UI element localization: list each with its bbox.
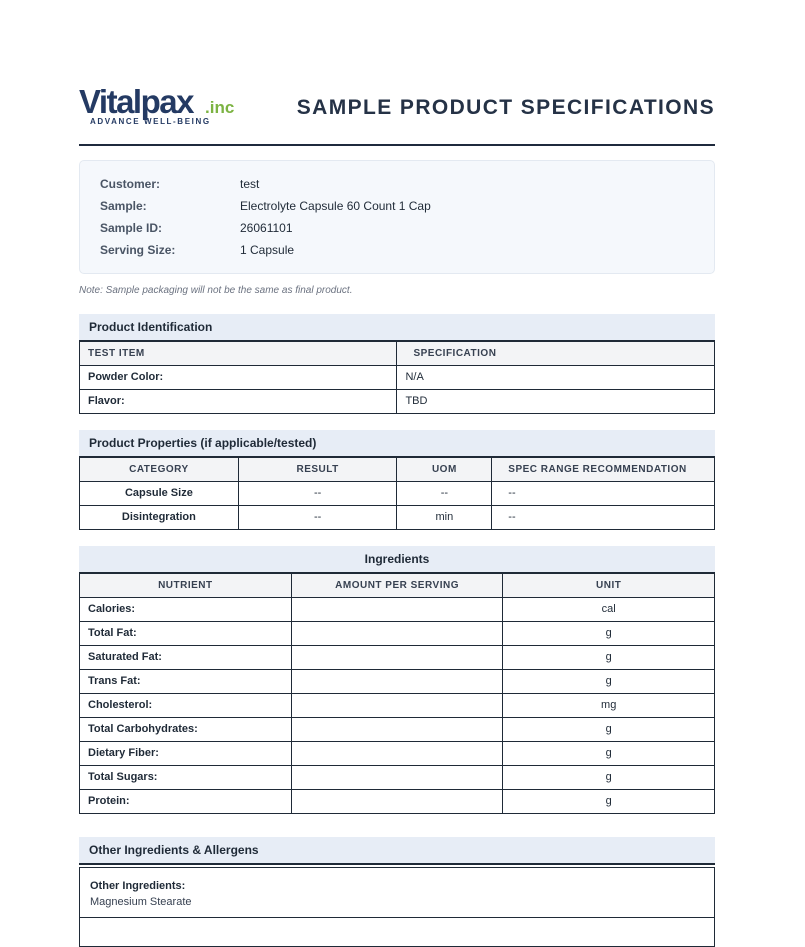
other-ingredients-box	[79, 867, 715, 947]
table-cell	[291, 765, 503, 789]
table-row	[80, 597, 715, 621]
table-cell	[291, 693, 503, 717]
table-cell: Saturated Fat:	[80, 645, 292, 669]
column-header: UNIT	[503, 573, 715, 597]
table-row	[80, 645, 715, 669]
column-header: TEST ITEM	[80, 341, 397, 365]
logo-tagline: ADVANCE WELL-BEING	[90, 117, 211, 126]
table-cell	[291, 669, 503, 693]
table-cell: Total Fat:	[80, 621, 292, 645]
info-value: test	[240, 177, 260, 191]
info-label: Sample ID:	[100, 221, 163, 235]
table-cell: --	[238, 481, 397, 505]
table-cell: --	[492, 505, 715, 529]
table-cell	[291, 741, 503, 765]
info-value: 26061101	[240, 221, 293, 235]
table-cell	[291, 597, 503, 621]
section-heading-properties	[79, 430, 715, 456]
table-row	[80, 717, 715, 741]
properties-table	[79, 456, 715, 530]
table-cell: cal	[503, 597, 715, 621]
table-row	[80, 789, 715, 813]
page-title: SAMPLE PRODUCT SPECIFICATIONS	[296, 96, 715, 119]
info-label: Customer:	[100, 177, 161, 191]
section-heading-text: Ingredients	[364, 552, 430, 566]
table-row	[80, 741, 715, 765]
table-header-row	[80, 573, 715, 597]
table-cell	[291, 621, 503, 645]
table-row	[80, 765, 715, 789]
table-row	[80, 389, 715, 413]
other-ingredients-content	[90, 878, 192, 910]
table-cell: Disintegration	[80, 505, 239, 529]
ingredients-table	[79, 572, 715, 814]
table-cell: Total Sugars:	[80, 765, 292, 789]
table-cell: TBD	[397, 389, 715, 413]
table-cell: Protein:	[80, 789, 292, 813]
table-cell: Trans Fat:	[80, 669, 292, 693]
table-cell: g	[503, 765, 715, 789]
info-value: Electrolyte Capsule 60 Count 1 Cap	[240, 199, 431, 213]
table-cell: Total Carbohydrates:	[80, 717, 292, 741]
table-cell: mg	[503, 693, 715, 717]
column-header: RESULT	[238, 457, 397, 481]
divider	[80, 917, 714, 918]
table-cell	[291, 717, 503, 741]
info-value: 1 Capsule	[240, 243, 295, 257]
table-row	[80, 365, 715, 389]
section-heading-identification	[79, 314, 715, 340]
column-header: SPECIFICATION	[397, 341, 715, 365]
logo-wordmark: Vitalpax	[79, 83, 193, 120]
table-cell: N/A	[397, 365, 715, 389]
table-cell: Flavor:	[80, 389, 397, 413]
table-cell: Capsule Size	[80, 481, 239, 505]
table-row	[80, 669, 715, 693]
column-header: UOM	[397, 457, 492, 481]
table-cell: min	[397, 505, 492, 529]
table-cell: Cholesterol:	[80, 693, 292, 717]
section-heading-text: Product Properties (if applicable/tested)	[89, 436, 317, 450]
info-label: Sample:	[100, 199, 147, 213]
table-row	[80, 621, 715, 645]
table-header-row	[80, 341, 715, 365]
other-ingredients-label: Other Ingredients:	[90, 880, 186, 892]
table-cell: --	[397, 481, 492, 505]
section-heading-ingredients	[79, 546, 715, 572]
document-header	[79, 80, 715, 146]
table-cell	[291, 789, 503, 813]
table-header-row	[80, 457, 715, 481]
column-header: AMOUNT PER SERVING	[291, 573, 503, 597]
section-heading-other	[79, 837, 715, 865]
table-cell: --	[238, 505, 397, 529]
table-cell: --	[492, 481, 715, 505]
sample-info-box	[79, 160, 715, 274]
table-row	[80, 693, 715, 717]
section-heading-text: Other Ingredients & Allergens	[89, 843, 259, 857]
info-label: Serving Size:	[100, 243, 176, 257]
table-row	[80, 481, 715, 505]
table-cell: Powder Color:	[80, 365, 397, 389]
table-cell: g	[503, 621, 715, 645]
column-header: NUTRIENT	[80, 573, 292, 597]
table-cell: Dietary Fiber:	[80, 741, 292, 765]
table-cell: g	[503, 717, 715, 741]
table-cell: Calories:	[80, 597, 292, 621]
logo-inc: .inc	[205, 98, 235, 117]
column-header: SPEC RANGE RECOMMENDATION	[492, 457, 715, 481]
section-heading-text: Product Identification	[89, 320, 213, 334]
vitalpax-logo	[79, 85, 249, 129]
table-row	[80, 505, 715, 529]
table-cell: g	[503, 669, 715, 693]
table-cell: g	[503, 789, 715, 813]
identification-table	[79, 340, 715, 414]
packaging-note: Note: Sample packaging will not be the same as final product.	[79, 285, 353, 296]
table-cell	[291, 645, 503, 669]
column-header: CATEGORY	[80, 457, 239, 481]
table-cell: g	[503, 645, 715, 669]
table-cell: g	[503, 741, 715, 765]
other-ingredients-value: Magnesium Stearate	[90, 896, 192, 908]
